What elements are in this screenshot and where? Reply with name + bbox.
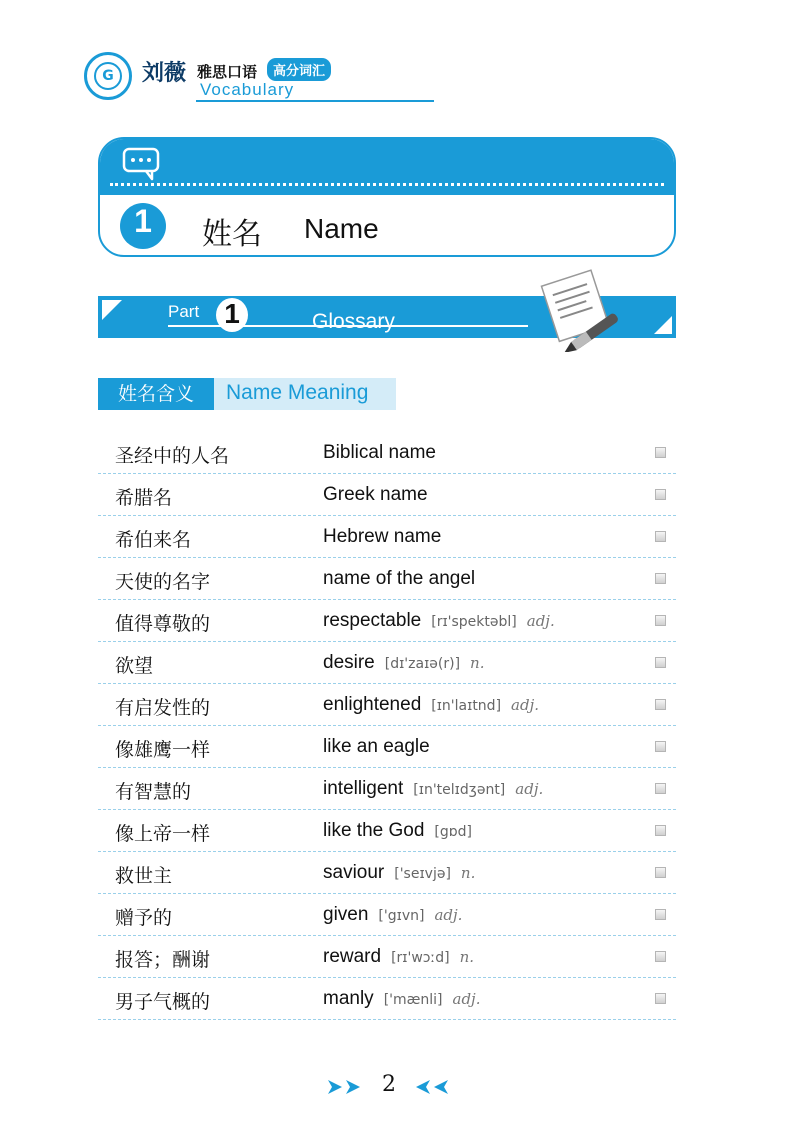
vocab-word: desire	[323, 652, 375, 673]
section-heading	[98, 378, 396, 410]
vocab-word: like the God	[323, 820, 425, 841]
checkbox-icon[interactable]	[655, 657, 666, 668]
vocab-en-group	[323, 610, 555, 632]
book-subtitle: Vocabulary	[200, 80, 295, 99]
part-bar	[98, 296, 676, 338]
vocab-pos: adj.	[511, 696, 540, 714]
checkbox-icon[interactable]	[655, 741, 666, 752]
vocab-pos: n.	[470, 654, 485, 672]
vocab-word: like an eagle	[323, 736, 430, 757]
vocab-en-group	[323, 694, 539, 716]
vocab-en-group	[323, 652, 484, 674]
author-name: 刘薇	[142, 60, 187, 86]
vocab-word: intelligent	[323, 778, 404, 799]
vocab-cn: 像上帝一样	[115, 823, 211, 845]
vocab-cn: 赠予的	[115, 907, 173, 929]
part-name: Glossary	[312, 310, 395, 333]
vocab-en-group	[323, 568, 475, 590]
chapter-title-cn: 姓名	[202, 217, 262, 252]
checkbox-icon[interactable]	[655, 531, 666, 542]
vocab-cn: 报答；酬谢	[115, 949, 211, 971]
vocab-en-group	[323, 526, 441, 548]
chapter-title-en: Name	[304, 213, 379, 244]
corner-triangle-left	[102, 300, 122, 320]
checkbox-icon[interactable]	[655, 615, 666, 626]
vocab-phonetic: [gɒd]	[434, 824, 472, 840]
vocab-word: name of the angel	[323, 568, 476, 589]
vocab-en-group	[323, 862, 475, 884]
chapter-number: 1	[120, 203, 166, 249]
part-label: Part	[168, 302, 200, 321]
section-title-en: Name Meaning	[226, 381, 369, 404]
vocab-cn: 希腊名	[115, 487, 173, 509]
vocab-en-group	[323, 820, 472, 842]
vocab-pos: adj.	[434, 906, 463, 924]
book-title: 雅思口语	[197, 63, 258, 81]
vocab-phonetic: ['seɪvjə]	[394, 866, 451, 882]
vocab-row	[98, 768, 676, 810]
vocab-row	[98, 600, 676, 642]
back-arrows-icon	[410, 1078, 450, 1096]
vocab-phonetic: [rɪ'spektəbl]	[431, 614, 517, 630]
checkbox-icon[interactable]	[655, 951, 666, 962]
chapter-banner	[98, 137, 676, 257]
vocab-row	[98, 558, 676, 600]
checkbox-icon[interactable]	[655, 783, 666, 794]
checkbox-icon[interactable]	[655, 447, 666, 458]
vocab-cn: 救世主	[115, 865, 173, 887]
vocab-cn: 像雄鹰一样	[115, 739, 211, 761]
book-tag: 高分词汇	[267, 58, 331, 81]
vocab-word: reward	[323, 946, 382, 967]
vocab-word: saviour	[323, 862, 385, 883]
vocab-word: Hebrew name	[323, 526, 442, 547]
vocab-pos: adj.	[526, 612, 555, 630]
header-logo	[84, 52, 344, 108]
forward-arrows-icon	[326, 1078, 366, 1096]
vocab-phonetic: ['mænli]	[383, 992, 443, 1008]
page-footer	[0, 1070, 790, 1100]
vocab-pos: n.	[460, 864, 476, 882]
vocab-cn: 有智慧的	[115, 781, 192, 803]
vocab-en-group	[323, 904, 462, 926]
vocab-cn: 圣经中的人名	[115, 445, 230, 467]
vocab-pos: adj.	[515, 780, 544, 798]
vocab-list	[98, 432, 676, 1020]
pen-paper-icon	[528, 268, 628, 352]
vocab-en-group	[323, 988, 480, 1010]
vocab-en-group	[323, 778, 543, 800]
chapter-divider	[110, 183, 664, 186]
vocab-row	[98, 642, 676, 684]
vocab-en-group	[323, 442, 436, 464]
vocab-row	[98, 894, 676, 936]
vocab-word: enlightened	[323, 694, 422, 715]
checkbox-icon[interactable]	[655, 867, 666, 878]
vocab-cn: 有启发性的	[115, 697, 211, 719]
corner-triangle-right	[654, 316, 672, 334]
vocab-row	[98, 810, 676, 852]
seal-logo-icon: G	[84, 52, 132, 100]
part-number: 1	[216, 298, 248, 332]
checkbox-icon[interactable]	[655, 909, 666, 920]
vocab-row	[98, 684, 676, 726]
vocab-en-group	[323, 946, 474, 968]
chat-bubble-icon	[122, 147, 162, 181]
header-rule	[196, 100, 434, 102]
vocab-row	[98, 978, 676, 1020]
vocab-row	[98, 432, 676, 474]
vocab-row	[98, 516, 676, 558]
checkbox-icon[interactable]	[655, 699, 666, 710]
vocab-pos: n.	[459, 948, 474, 966]
vocab-cn: 欲望	[115, 655, 154, 677]
vocab-word: Biblical name	[323, 442, 436, 463]
checkbox-icon[interactable]	[655, 489, 666, 500]
vocab-row	[98, 852, 676, 894]
checkbox-icon[interactable]	[655, 573, 666, 584]
vocab-cn: 天使的名字	[115, 571, 211, 593]
vocab-row	[98, 726, 676, 768]
section-title-cn: 姓名含义	[98, 378, 214, 410]
vocab-word: given	[323, 904, 369, 925]
checkbox-icon[interactable]	[655, 993, 666, 1004]
vocab-en-group	[323, 484, 428, 506]
vocab-cn: 希伯来名	[115, 529, 192, 551]
vocab-en-group	[323, 736, 430, 758]
vocab-cn: 值得尊敬的	[115, 613, 211, 635]
vocab-word: respectable	[323, 610, 422, 631]
vocab-pos: adj.	[452, 990, 481, 1008]
vocab-row	[98, 474, 676, 516]
vocab-row	[98, 936, 676, 978]
vocab-word: manly	[323, 988, 374, 1009]
vocab-phonetic: [rɪ'wɔːd]	[391, 950, 450, 966]
page-number: 2	[382, 1072, 396, 1097]
checkbox-icon[interactable]	[655, 825, 666, 836]
vocab-phonetic: [dɪ'zaɪə(r)]	[384, 656, 461, 672]
vocab-cn: 男子气概的	[115, 991, 211, 1013]
vocab-word: Greek name	[323, 484, 428, 505]
vocab-phonetic: [ɪn'laɪtnd]	[431, 698, 502, 714]
chapter-banner-top	[100, 139, 674, 195]
vocab-phonetic: ['gɪvn]	[378, 908, 425, 924]
vocab-phonetic: [ɪn'telɪdʒənt]	[413, 782, 506, 798]
